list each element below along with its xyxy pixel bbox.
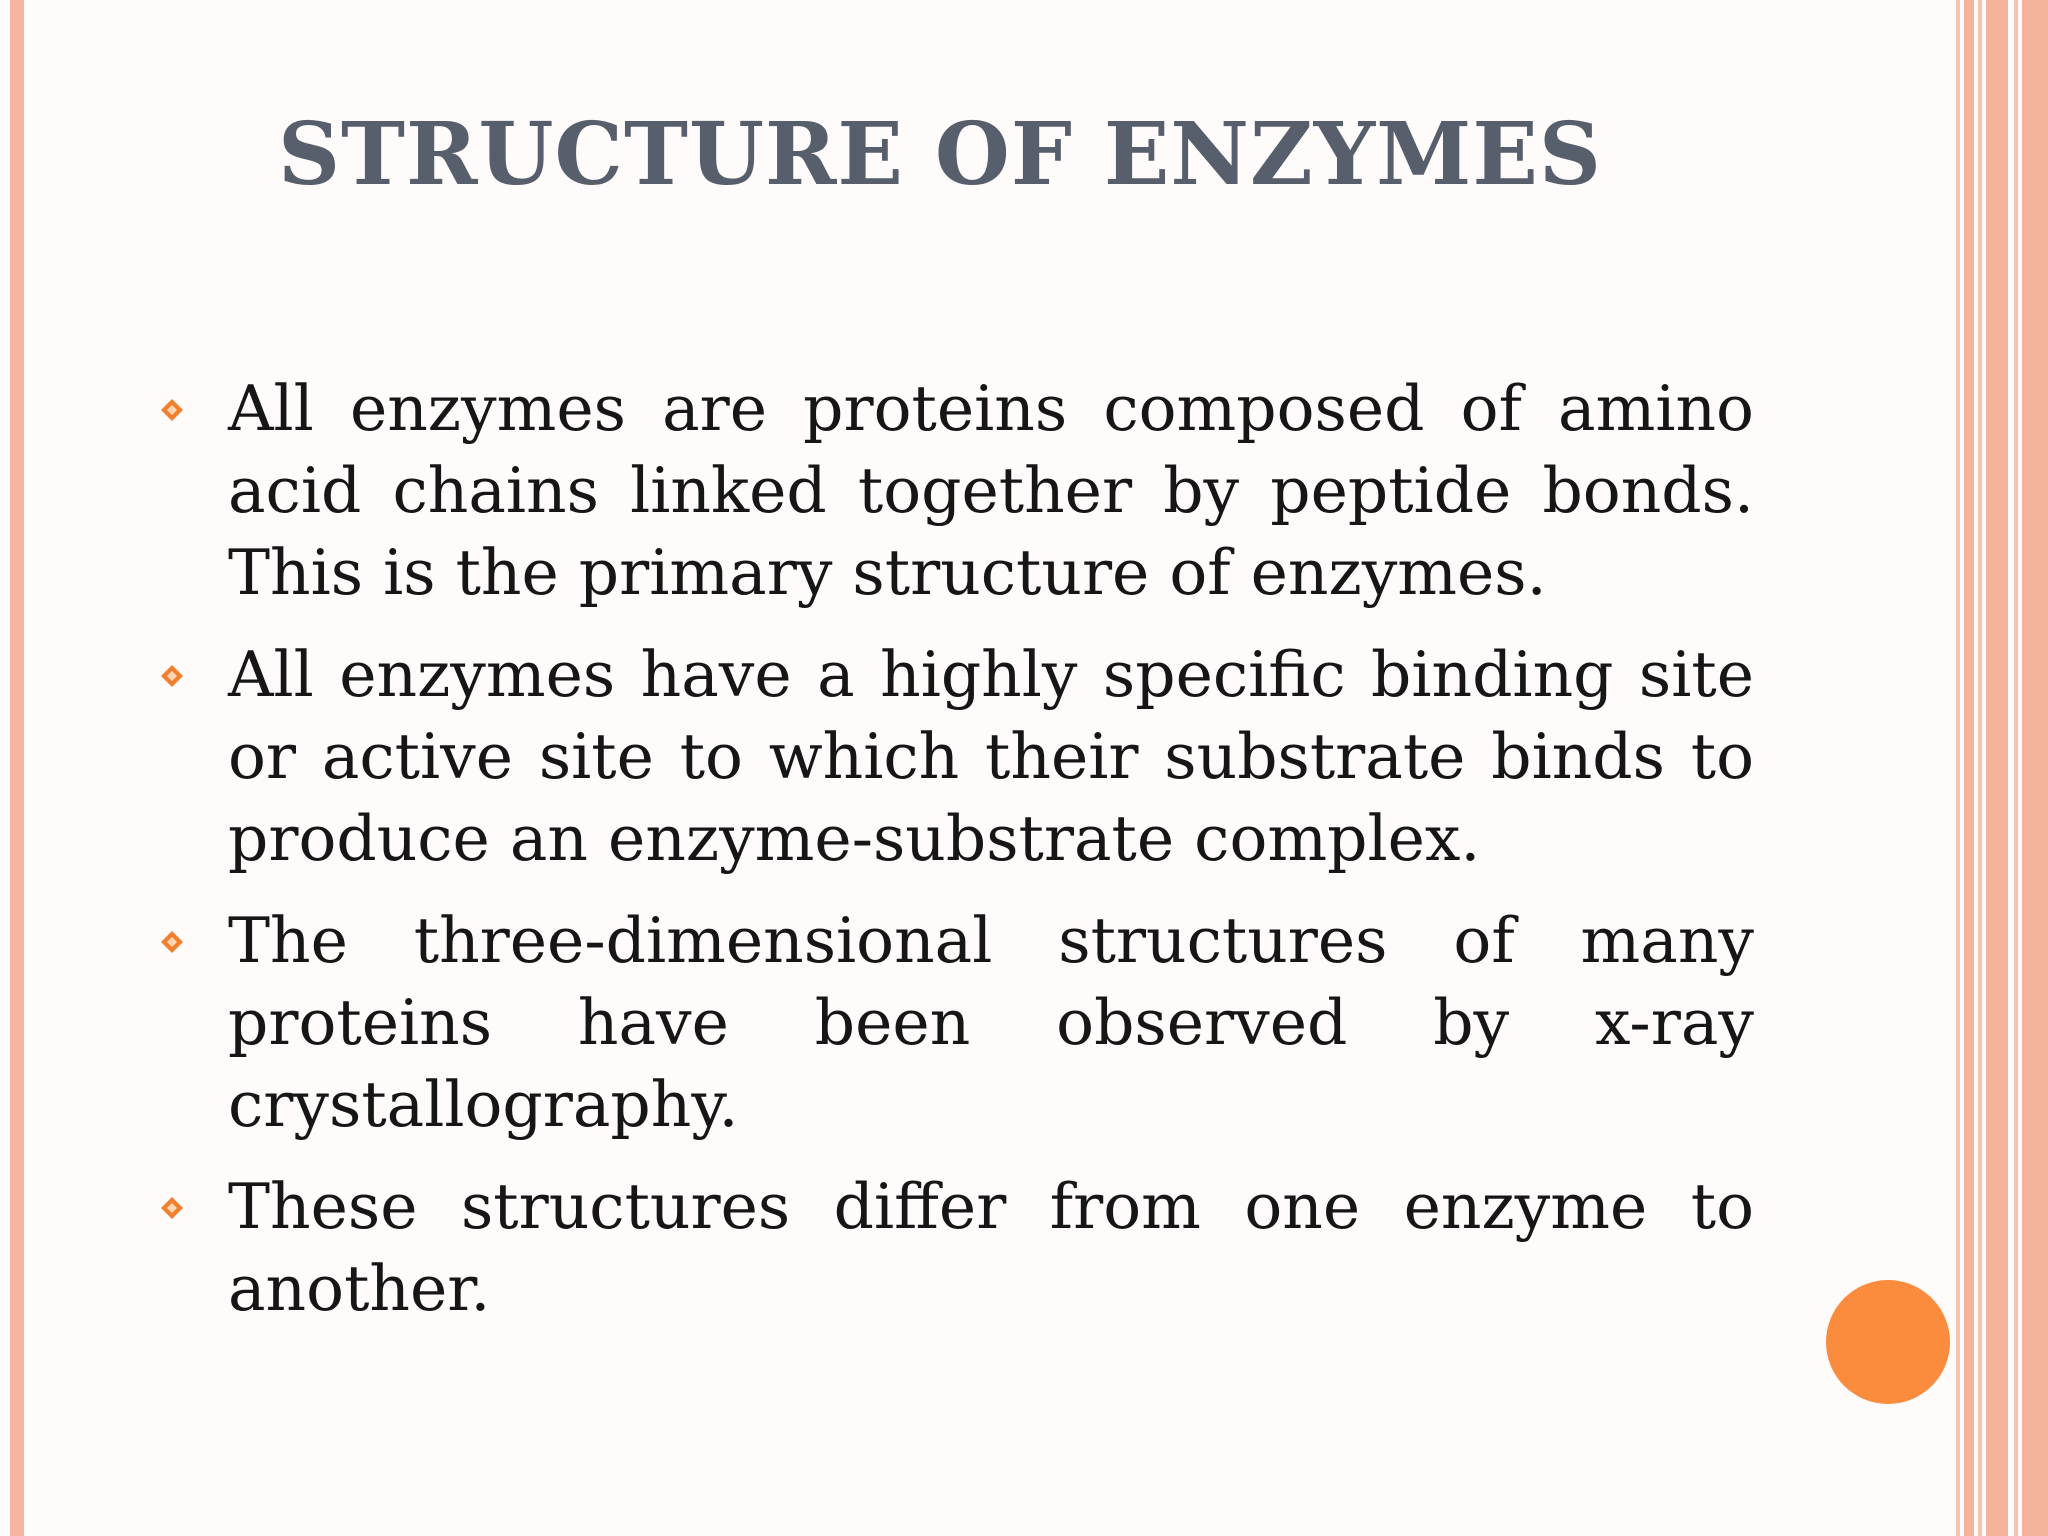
bullet-item	[160, 634, 1754, 880]
diamond-bullet-icon	[160, 664, 184, 688]
bullet-list	[160, 368, 1754, 1350]
slide-title: STRUCTURE OF ENZYMES	[277, 104, 1603, 205]
bullet-text: All enzymes are proteins composed of amino acid chains linked together by peptide bonds. This is the primary structure of enzymes.	[228, 372, 1754, 609]
right-stripe	[1986, 0, 2008, 1536]
diamond-bullet-icon	[160, 930, 184, 954]
bullet-text: The three-dimensional structures of many proteins have been observed by x-ray crystallography.	[228, 904, 1754, 1141]
bullet-text: All enzymes have a highly specific binding site or active site to which their substrate binds to produce an enzyme-substrate complex.	[228, 638, 1754, 875]
bullet-text: These structures differ from one enzyme to another.	[228, 1170, 1754, 1325]
diamond-bullet-icon	[160, 1196, 184, 1220]
right-stripe	[1956, 0, 1960, 1536]
right-stripe	[2022, 0, 2048, 1536]
bullet-item	[160, 368, 1754, 614]
bullet-item	[160, 900, 1754, 1146]
left-border-stripe	[10, 0, 24, 1536]
right-stripe	[2014, 0, 2018, 1536]
bullet-item	[160, 1166, 1754, 1330]
orange-circle-decoration	[1826, 1280, 1950, 1404]
right-stripe	[1978, 0, 1982, 1536]
right-stripe	[1964, 0, 1974, 1536]
diamond-bullet-icon	[160, 398, 184, 422]
